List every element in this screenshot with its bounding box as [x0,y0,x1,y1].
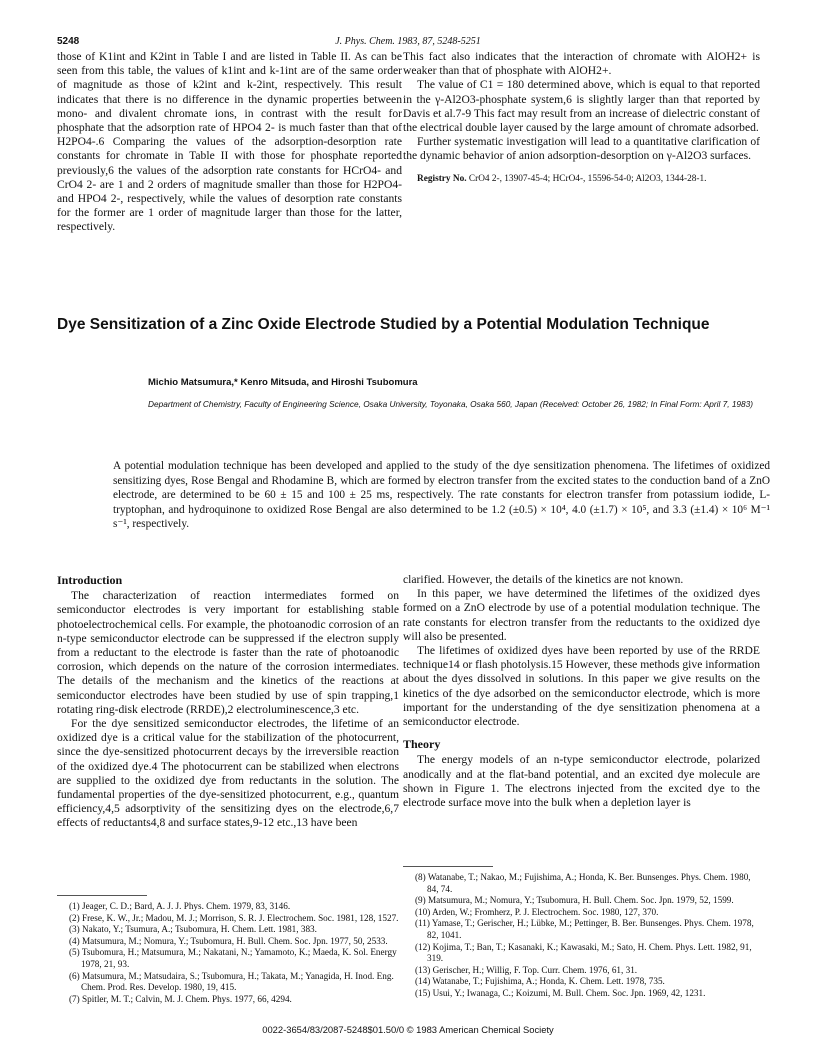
body-paragraph: The lifetimes of oxidized dyes have been reported by use of the RRDE technique14 or flash photolysis.15 However, these methods give information about the dyes dissolved in solutions. In this paper we give results on the kinetics of the dye adsorbed on the semiconductor electrode, which is more important for the understanding of the dye sensitization phenomena at a semiconductor electrode. [403,644,760,729]
footnote-rule [57,895,147,896]
reference-item: (1) Jeager, C. D.; Bard, A. J. J. Phys. Chem. 1979, 83, 3146. [69,901,291,911]
reference-item: (11) Yamase, T.; Gerischer, H.; Lübke, M.; Pettinger, B. Ber. Bunsenges. Phys. Chem. 1978, 82, 1041. [415,918,754,940]
reference-item: (9) Matsumura, M.; Nomura, Y.; Tsubomura, H. Bull. Chem. Soc. Jpn. 1979, 52, 1599. [415,895,734,906]
reference-item: (2) Frese, K. W., Jr.; Madou, M. J.; Morrison, S. R. J. Electrochem. Soc. 1981, 128, 1527. [69,912,399,923]
reference-item: (13) Gerischer, H.; Willig, F. Top. Curr. Chem. 1976, 61, 31. [415,964,638,975]
prev-article-paragraph: Further systematic investigation will lead to a quantitative clarification of the dynamic behavior of anion adsorption-desorption on γ-Al2O3 surfaces. [403,135,760,163]
registry-label: Registry No. [417,173,467,184]
footnote-rule [403,866,493,867]
prev-article-right-column [403,50,760,185]
references-left [69,901,399,1005]
registry-text: CrO4 2-, 13907-45-4; HCrO4-, 15596-54-0; Al2O3, 1344-28-1. [468,173,707,184]
introduction-heading: Introduction [57,573,123,587]
registry-numbers [403,173,760,186]
reference-item: (14) Watanabe, T.; Fujishima, A.; Honda, K. Chem. Lett. 1978, 735. [415,976,665,987]
prev-article-paragraph: The value of C1 = 180 determined above, which is equal to that reported in the γ-Al2O3-phosphate system,6 is slightly larger than that reported by Davis et al.7-9 This fact may result from an increase of dielectric constant of the electrical double layer caused by the large amount of chromate adsorbed. [403,78,760,135]
reference-item: (3) Nakato, Y.; Tsumura, A.; Tsubomura, H. Chem. Lett. 1981, 383. [69,924,317,935]
prev-article-left-column [57,50,402,235]
article-title: Dye Sensitization of a Zinc Oxide Electrode Studied by a Potential Modulation Technique [57,316,710,333]
article-abstract: A potential modulation technique has been developed and applied to the study of the dye sensitization phenomena. The lifetimes of oxidized sensitizing dyes, Rose Bengal and Rhodamine B, which are formed by electron transfer from the excited states to the conduction band of a ZnO electrode, are determined to be 60 ± 15 and 100 ± 25 ms, respectively. The rate constants for electron transfer from potassium iodide, L-tryptophan, and hydroquinone to oxidized Rose Bengal are also determined to be 1.2 (±0.5) × 10⁴, 4.0 (±1.7) × 10⁵, and 3.3 (±1.4) × 10⁶ M⁻¹ s⁻¹, respectively. [113,460,770,531]
body-paragraph: In this paper, we have determined the lifetimes of the oxidized dyes formed on a ZnO electrode by use of a potential modulation technique. The rate constants for electron transfer from the reductants to the oxidized dye will also be presented. [403,587,760,643]
body-paragraph: The characterization of reaction intermediates formed on semiconductor electrodes is very important for establishing stable photoelectrochemical cells. For example, the photoanodic corrosion of an n-type semiconductor electrode can be suppressed if the electron supply from a reductant to the electrode is faster than the rate of photoanodic corrosion, which depends on the nature of the corrosion intermediates. The details of the mechanism and the kinetics of the reactions at semiconductor electrodes have been studied by use of spin trapping,1 rotating ring-disk electrode (RRDE),2 electroluminescence,3 etc. [57,589,399,716]
reference-item: (5) Tsubomura, H.; Matsumura, M.; Nakatani, N.; Yamamoto, K.; Maeda, K. Sol. Energy 1978, 21, 93. [69,947,397,969]
reference-item: (15) Usui, Y.; Iwanaga, C.; Koizumi, M. Bull. Chem. Soc. Jpn. 1969, 42, 1231. [415,987,706,998]
body-right-column [403,573,760,810]
body-paragraph: For the dye sensitized semiconductor electrodes, the lifetime of an oxidized dye is a critical value for the stabilization of the photocurrent, since the dye-sensitized photocurrent decays by the irreversible reaction of the oxidized dye.4 The photocurrent can be stabilized when electrons are supplied to the oxidized dye from reductants in the solution. The fundamental properties of the dye-sensitized photocurrent, e.g., quantum efficiency,4,5 adsorptivity of the sensitizing dyes on the electrode,6,7 effects of reductants4,8 and surface states,9-12 etc.,13 have been [57,717,399,830]
article-authors: Michio Matsumura,* Kenro Mitsuda, and Hiroshi Tsubomura [148,377,418,388]
theory-heading: Theory [403,737,441,752]
reference-item: (10) Arden, W.; Fromherz, P. J. Electrochem. Soc. 1980, 127, 370. [415,906,659,917]
reference-item: (4) Matsumura, M.; Nomura, Y.; Tsubomura, H. Bull. Chem. Soc. Jpn. 1977, 50, 2533. [69,935,388,946]
prev-article-paragraph: those of K1int and K2int in Table I and are listed in Table II. As can be seen from this table, the values of k1int and k-1int are of the same order of magnitude as those of k2int and k-2int, respectively. This result indicates that there is no difference in the dynamic properties between mono- and divalent chromate ions, in contrast with the result for phosphate that the adsorption rate of HPO4 2- is much faster than that of H2PO4-.6 Comparing the values of the adsorption-desorption rate constants for chromate in Table II with those for phosphate reported previously,6 the values of the adsorption rate constants for HCrO4- and CrO4 2- are 1 and 2 orders of magnitude smaller than those for H2PO4- and HPO4 2-, respectively, while the values of desorption rate constants for the former are 1 order of magnitude larger than those for the latter, respectively. [57,50,402,234]
body-paragraph: clarified. However, the details of the kinetics are not known. [403,573,684,586]
reference-item: (6) Matsumura, M.; Matsudaira, S.; Tsubomura, H.; Takata, M.; Yanagida, H. Inod. Eng. Chem. Prod. Res. Develop. 1980, 19, 415. [69,970,394,993]
body-left-column [57,573,399,831]
copyright-footer: 0022-3654/83/2087-5248$01.50/0 © 1983 American Chemical Society [262,1024,554,1035]
reference-item: (12) Kojima, T.; Ban, T.; Kasanaki, K.; Kawasaki, M.; Sato, H. Chem. Phys. Lett. 1982, 91, 319. [415,941,752,964]
reference-item: (7) Spitler, M. T.; Calvin, M. J. Chem. Phys. 1977, 66, 4294. [69,993,292,1004]
prev-article-paragraph: This fact also indicates that the interaction of chromate with AlOH2+ is weaker than that of phosphate with AlOH2+. [403,50,760,78]
body-paragraph: The energy models of an n-type semiconductor electrode, polarized anodically and at the flat-band potential, and an excited dye molecule are shown in Figure 1. The electrons injected from the excited dye to the electrode surface move into the bulk when a depletion layer is [403,753,760,810]
reference-item: (8) Watanabe, T.; Nakao, M.; Fujishima, A.; Honda, K. Ber. Bunsenges. Phys. Chem. 1980, 84, 74. [415,872,751,894]
page-number: 5248 [57,36,80,47]
journal-header: J. Phys. Chem. 1983, 87, 5248-5251 [335,36,481,47]
references-right [415,872,760,1000]
article-affiliation: Department of Chemistry, Faculty of Engineering Science, Osaka University, Toyonaka, Osaka 560, Japan (Received: October 26, 1982; In Final Form: April 7, 1983) [148,399,754,409]
